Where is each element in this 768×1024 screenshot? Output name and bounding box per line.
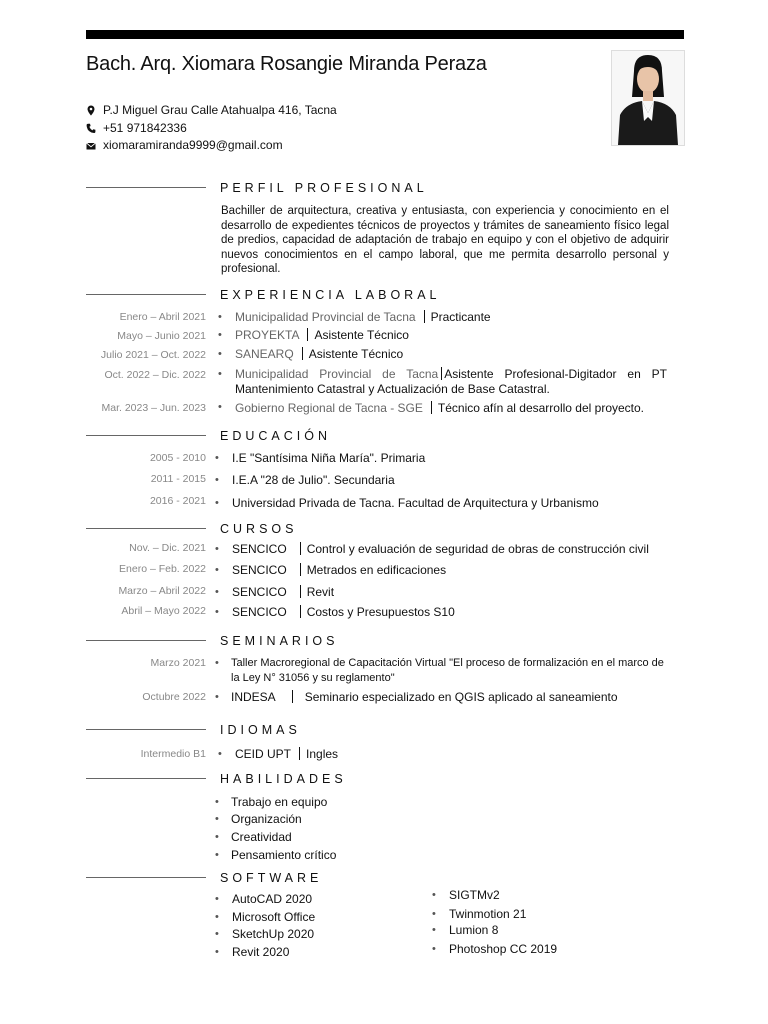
section-divider: [86, 294, 206, 295]
experience-item: PROYEKTA Asistente Técnico: [235, 328, 409, 342]
education-item: I.E.A "28 de Julio". Secundaria: [232, 473, 395, 487]
bullet: •: [215, 813, 219, 825]
experience-date: Oct. 2022 – Dic. 2022: [104, 369, 206, 381]
bullet: •: [215, 543, 219, 555]
section-divider: [86, 640, 206, 641]
language-level: Intermedio B1: [140, 748, 206, 760]
skill-item: Creatividad: [231, 830, 292, 844]
experience-item: Municipalidad Provincial de Tacna Asistente Profesional-Digitador en PT Mantenimiento Catastral y Actualización de Base Catastral.: [235, 367, 667, 396]
bullet: •: [432, 889, 436, 901]
section-divider: [86, 778, 206, 779]
skill-item: Trabajo en equipo: [231, 795, 328, 809]
seminar-date: Octubre 2022: [142, 691, 206, 703]
bullet: •: [215, 946, 219, 958]
seminar-item: INDESA Seminario especializado en QGIS aplicado al saneamiento: [231, 690, 618, 704]
section-title-seminarios: SEMINARIOS: [220, 634, 339, 648]
skill-item: Organización: [231, 812, 302, 826]
bullet: •: [215, 831, 219, 843]
section-title-experiencia: EXPERIENCIA LABORAL: [220, 288, 441, 302]
section-divider: [86, 435, 206, 436]
bullet: •: [432, 924, 436, 936]
course-date: Marzo – Abril 2022: [118, 585, 206, 597]
bullet: •: [215, 928, 219, 940]
education-date: 2016 - 2021: [149, 495, 206, 507]
bullet: •: [215, 796, 219, 808]
address-text: P.J Miguel Grau Calle Atahualpa 416, Tacna: [103, 103, 337, 117]
perfil-text: Bachiller de arquitectura, creativa y entusiasta, con experiencia y conocimiento en el desarrollo de expedientes técnicos de proyectos y trámites de saneamiento físico legal de predios, capacidad de adaptación de trabajo en equipo y con el objetivo de adquirir nuevos conocimientos en el campo laboral, que me permita desarrollo personal y profesional.: [221, 205, 669, 275]
seminar-date: Marzo 2021: [150, 657, 206, 669]
software-item: Twinmotion 21: [449, 907, 527, 921]
education-item: Universidad Privada de Tacna. Facultad de Arquitectura y Urbanismo: [232, 496, 599, 510]
bullet: •: [218, 401, 222, 413]
bullet: •: [215, 657, 219, 669]
course-date: Abril – Mayo 2022: [121, 605, 206, 617]
section-title-perfil: PERFIL PROFESIONAL: [220, 181, 428, 195]
section-divider: [86, 187, 206, 188]
experience-date: Mar. 2023 – Jun. 2023: [101, 402, 206, 414]
seminar-item: Taller Macroregional de Capacitación Virtual "El proceso de formalización en el marco de la Ley N° 31056 y su reglamento": [231, 657, 664, 684]
software-item: Microsoft Office: [232, 910, 316, 924]
bullet: •: [215, 452, 219, 464]
course-date: Enero – Feb. 2022: [119, 563, 206, 575]
bullet: •: [215, 849, 219, 861]
bullet: •: [432, 943, 436, 955]
bullet: •: [215, 606, 219, 618]
experience-date: Enero – Abril 2021: [119, 311, 206, 323]
course-date: Nov. – Dic. 2021: [129, 542, 206, 554]
contact-email[interactable]: [86, 138, 283, 152]
education-date: 2011 - 2015: [150, 473, 206, 485]
bullet: •: [218, 311, 222, 323]
contact-address: [86, 103, 337, 117]
course-item: SENCICO Revit: [232, 585, 335, 599]
bullet: •: [215, 691, 219, 703]
envelope-icon: [86, 140, 96, 150]
software-item: SketchUp 2020: [232, 927, 315, 941]
profile-photo: [611, 50, 685, 146]
location-pin-icon: [86, 105, 96, 115]
language-item: CEID UPT Ingles: [235, 747, 339, 761]
experience-item: SANEARQ Asistente Técnico: [235, 347, 404, 361]
bullet: •: [215, 474, 219, 486]
software-item: Revit 2020: [232, 945, 290, 959]
section-title-software: SOFTWARE: [220, 871, 323, 885]
course-item: SENCICO Control y evaluación de seguridad de obras de construcción civil: [232, 542, 649, 556]
course-item: SENCICO Metrados en edificaciones: [232, 563, 447, 577]
bullet: •: [432, 908, 436, 920]
bullet: •: [218, 329, 222, 341]
phone-icon: [86, 123, 96, 133]
course-item: SENCICO Costos y Presupuestos S10: [232, 605, 455, 619]
section-title-idiomas: IDIOMAS: [220, 723, 301, 737]
education-date: 2005 - 2010: [149, 452, 206, 464]
experience-date: Mayo – Junio 2021: [117, 330, 206, 342]
experience-item: Gobierno Regional de Tacna - SGE Técnico afín al desarrollo del proyecto.: [235, 401, 645, 415]
candidate-name: Bach. Arq. Xiomara Rosangie Miranda Peraza: [86, 53, 487, 75]
email-text[interactable]: xiomaramiranda9999@gmail.com: [103, 138, 283, 152]
experience-date: Julio 2021 – Oct. 2022: [100, 349, 206, 361]
experience-item: Municipalidad Provincial de Tacna Practicante: [235, 310, 491, 324]
section-title-cursos: CURSOS: [220, 522, 298, 536]
software-item: AutoCAD 2020: [232, 892, 313, 906]
phone-text: +51 971842336: [103, 121, 187, 135]
skill-item: Pensamiento crítico: [231, 848, 337, 862]
education-item: I.E "Santísima Niña María". Primaria: [232, 451, 426, 465]
section-divider: [86, 877, 206, 878]
section-divider: [86, 528, 206, 529]
bullet: •: [218, 748, 222, 760]
bullet: •: [215, 893, 219, 905]
bullet: •: [215, 911, 219, 923]
bullet: •: [218, 368, 222, 380]
bullet: •: [215, 564, 219, 576]
section-divider: [86, 729, 206, 730]
bullet: •: [215, 586, 219, 598]
header-bar: [86, 30, 684, 39]
bullet: •: [215, 497, 219, 509]
software-item: Lumion 8: [449, 923, 499, 937]
section-title-educacion: EDUCACIÓN: [220, 429, 332, 443]
section-title-habilidades: HABILIDADES: [220, 772, 347, 786]
software-item: Photoshop CC 2019: [449, 942, 558, 956]
bullet: •: [218, 348, 222, 360]
software-item: SIGTMv2: [449, 888, 500, 902]
contact-phone: [86, 121, 187, 135]
